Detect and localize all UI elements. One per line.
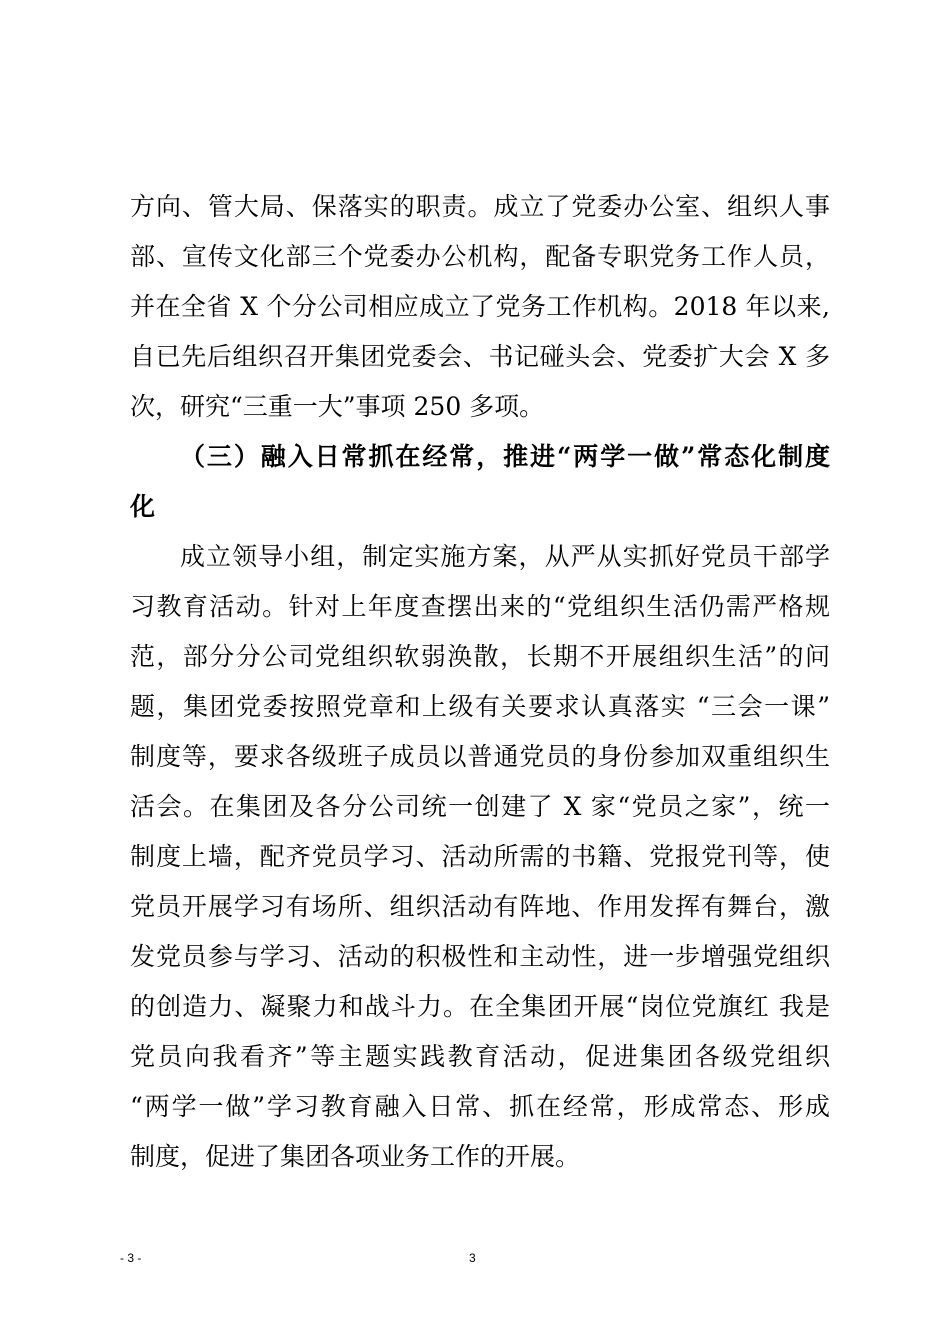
page-number-left: - 3 - (120, 1251, 142, 1265)
page-number-center: 3 (469, 1251, 476, 1265)
text-line: 制度，促进了集团各项业务工作的开展。 (130, 1142, 581, 1171)
text-line: 并在全省 X 个分公司相应成立了党务工作机构。2018 年以来, (130, 292, 830, 321)
text-line: 部、宣传文化部三个党委办公机构，配备专职党务工作人员， (130, 242, 830, 271)
text-line: 的创造力、凝聚力和战斗力。在全集团开展“岗位党旗红 我是 (130, 992, 830, 1021)
text-line: 制度等，要求各级班子成员以普通党员的身份参加双重组织生 (130, 742, 830, 771)
heading-line: （三）融入日常抓在经常，推进“两学一做”常态化制度 (180, 442, 830, 471)
text-line: 题，集团党委按照党章和上级有关要求认真落实 “三会一课” (130, 692, 830, 721)
text-line: 习教育活动。针对上年度查摆出来的“党组织生活仍需严格规 (130, 592, 830, 621)
text-line: 制度上墙，配齐党员学习、活动所需的书籍、党报党刊等，使 (130, 842, 830, 871)
text-line: 成立领导小组，制定实施方案，从严从实抓好党员干部学 (180, 542, 830, 571)
text-line: 方向、管大局、保落实的职责。成立了党委办公室、组织人事 (130, 192, 830, 221)
text-line: 次，研究“三重一大”事项 250 多项。 (130, 392, 545, 421)
text-line: 范，部分分公司党组织软弱涣散，长期不开展组织生活”的问 (130, 642, 830, 671)
text-line: 发党员参与学习、活动的积极性和主动性，进一步增强党组织 (130, 942, 830, 971)
text-line: 党员向我看齐”等主题实践教育活动，促进集团各级党组织 (130, 1042, 830, 1071)
text-line: “两学一做”学习教育融入日常、抓在经常，形成常态、形成 (130, 1092, 830, 1121)
text-line: 自已先后组织召开集团党委会、书记碰头会、党委扩大会 X 多 (130, 342, 830, 371)
text-line: 党员开展学习有场所、组织活动有阵地、作用发挥有舞台，激 (130, 892, 830, 921)
heading-line: 化 (130, 492, 156, 521)
text-line: 活会。在集团及各分公司统一创建了 X 家“党员之家”，统一 (130, 792, 830, 821)
